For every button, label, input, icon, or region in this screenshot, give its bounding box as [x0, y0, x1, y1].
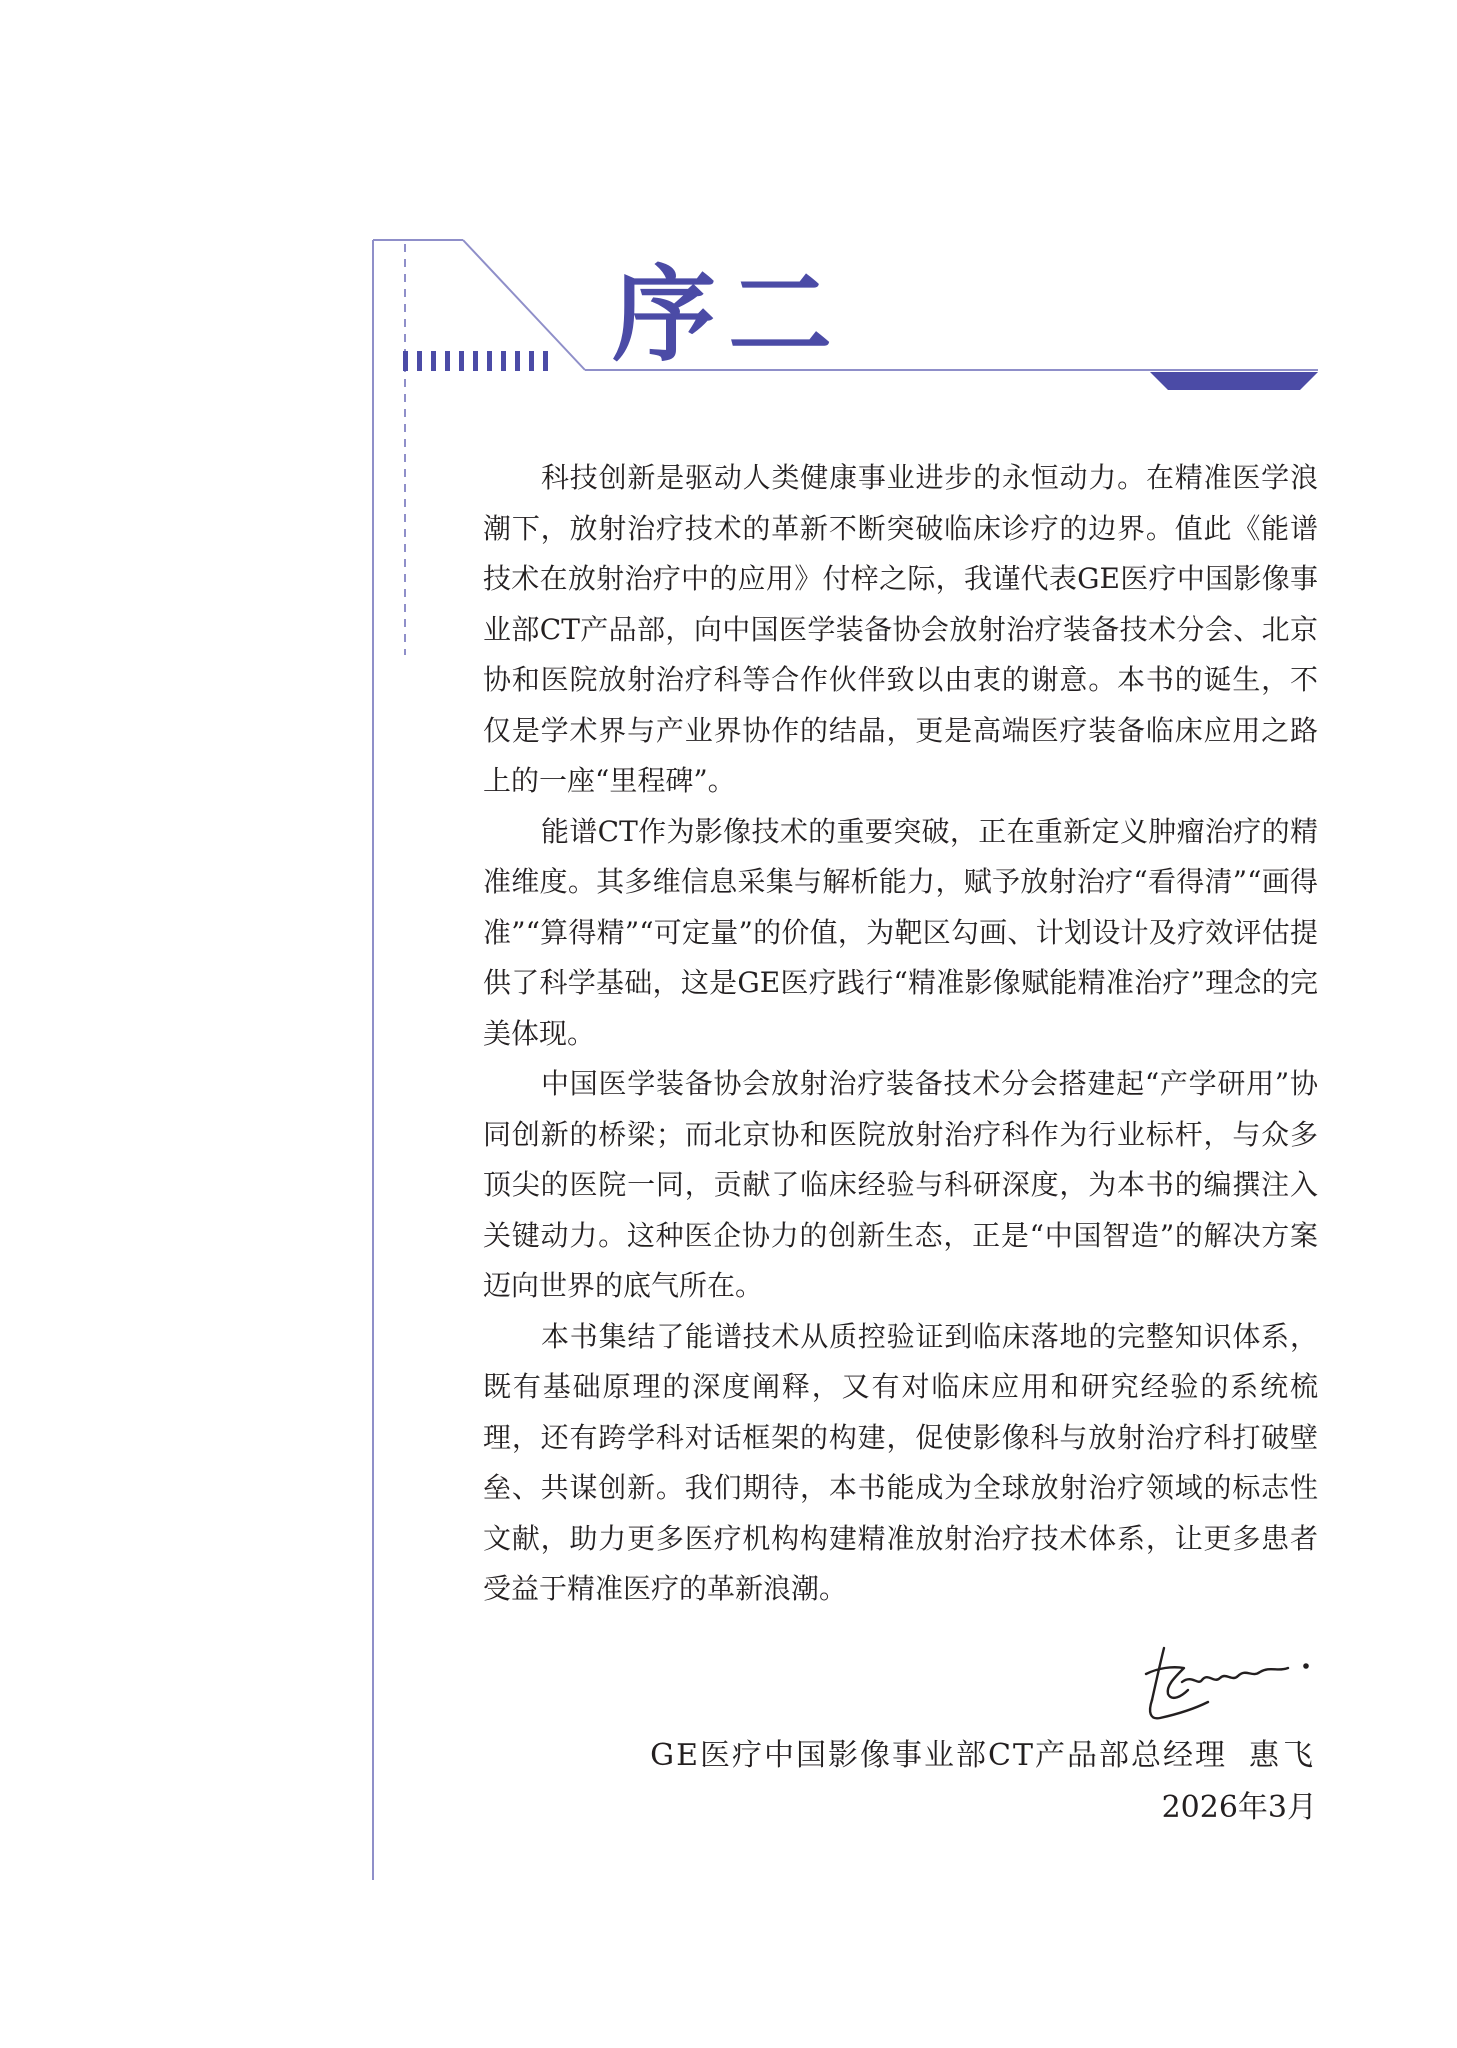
signature-date: 2026年3月	[1161, 1790, 1317, 1825]
frame-diagonal-line	[463, 240, 585, 370]
paragraph: 本书集结了能谱技术从质控验证到临床落地的完整知识体系，既有基础原理的深度阐释，又有对临床应用和研究经验的系统梳理，还有跨学科对话框架的构建，促使影像科与放射治疗科打破壁垒、共谋创新。我们期待，本书能成为全球放射治疗领域的标志性文献，助力更多医疗机构构建精准放射治疗技术体系，让更多患者受益于精准医疗的革新浪潮。	[483, 1319, 1318, 1605]
handwritten-signature	[1138, 1638, 1314, 1730]
stripe-pattern	[403, 351, 548, 371]
paragraph: 科技创新是驱动人类健康事业进步的永恒动力。在精准医学浪潮下，放射治疗技术的革新不断突破临床诊疗的边界。值此《能谱技术在放射治疗中的应用》付梓之际，我谨代表GE医疗中国影像事业部CT产品部，向中国医学装备协会放射治疗装备技术分会、北京协和医院放射治疗科等合作伙伴致以由衷的谢意。本书的诞生，不仅是学术界与产业界协作的结晶，更是高端医疗装备临床应用之路上的一座“里程碑”。	[483, 461, 1318, 797]
paragraph: 中国医学装备协会放射治疗装备技术分会搭建起“产学研用”协同创新的桥梁；而北京协和医院放射治疗科作为行业标杆，与众多顶尖的医院一同，贡献了临床经验与科研深度，为本书的编撰注入关键动力。这种医企协力的创新生态，正是“中国智造”的解决方案迈向世界的底气所在。	[483, 1067, 1318, 1302]
signature-line	[557, 1730, 1317, 1782]
signature-block	[557, 1730, 1317, 1834]
preface-body	[483, 453, 1318, 1615]
section-title: 序二	[612, 253, 845, 376]
signer-name: 惠飞	[1249, 1738, 1317, 1773]
paragraph: 能谱CT作为影像技术的重要突破，正在重新定义肿瘤治疗的精准维度。其多维信息采集与解析能力，赋予放射治疗“看得清”“画得准”“算得精”“可定量”的价值，为靶区勾画、计划设计及疗效评估提供了科学基础，这是GE医疗践行“精准影像赋能精准治疗”理念的完美体现。	[483, 814, 1318, 1050]
accent-bar	[1150, 372, 1318, 390]
signer-title: GE医疗中国影像事业部CT产品部总经理	[650, 1738, 1227, 1773]
